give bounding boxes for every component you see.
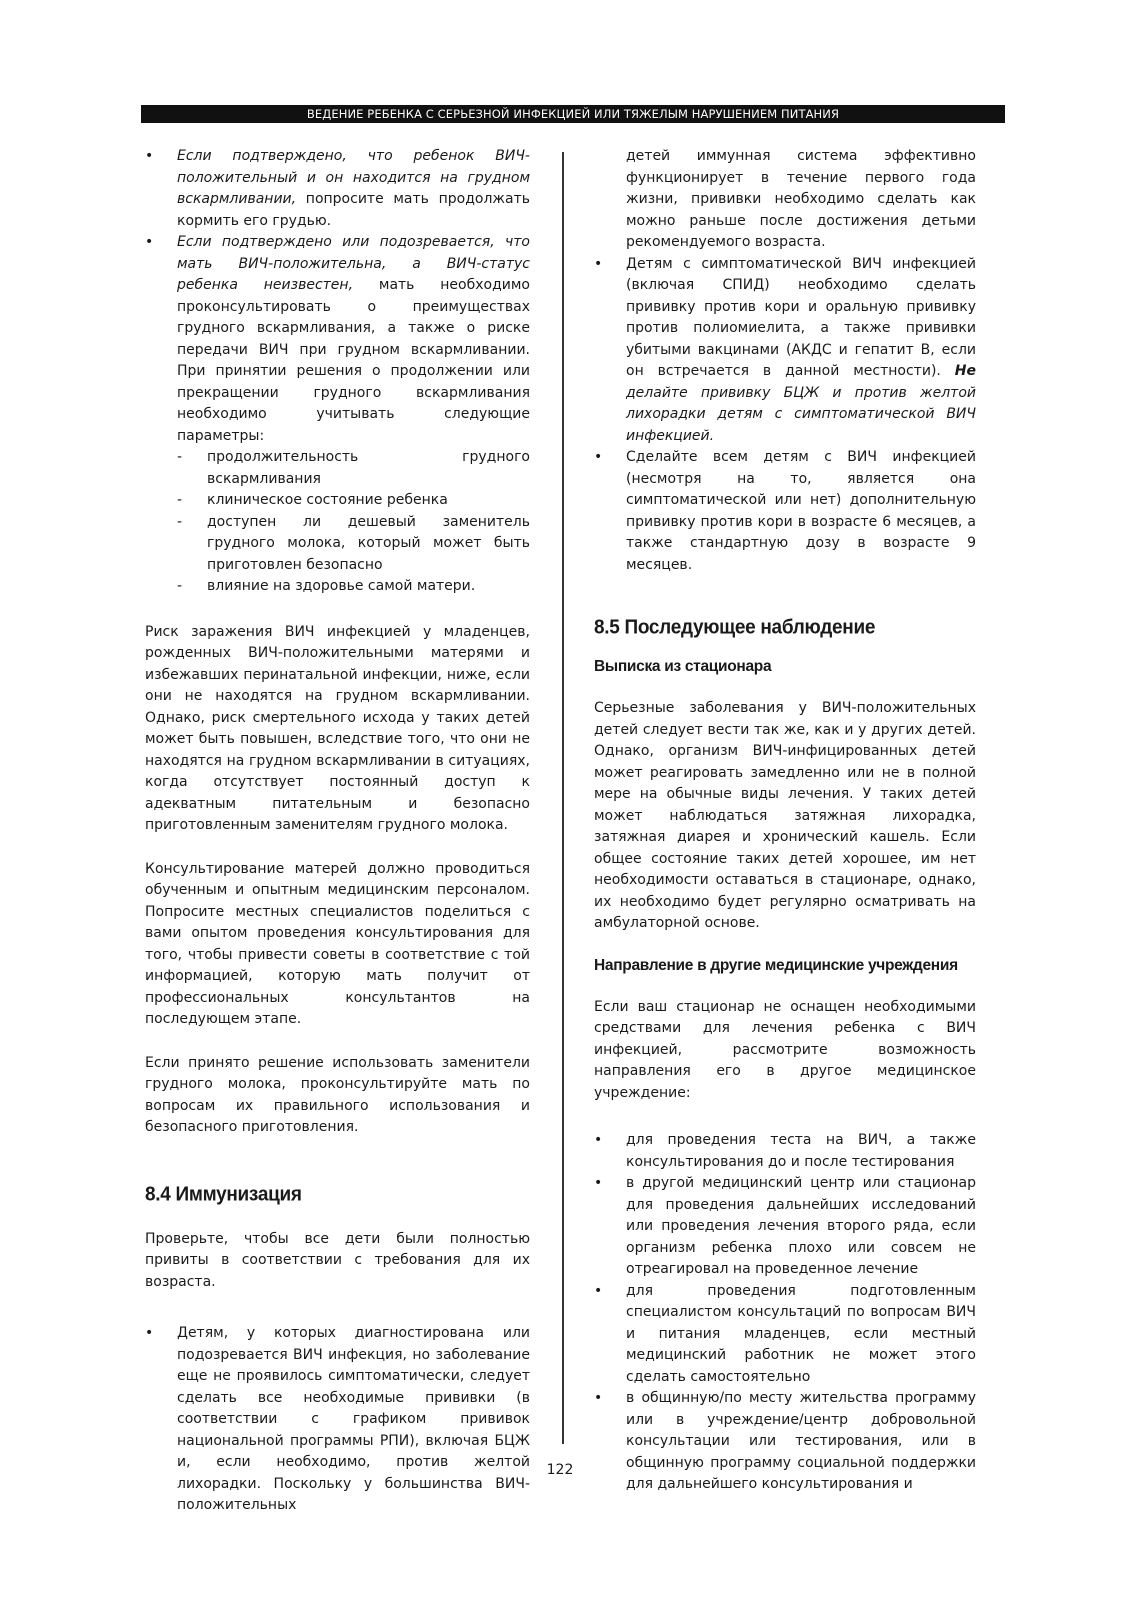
bullet-bold-text: Не (954, 363, 976, 379)
dash-icon: - (177, 449, 183, 465)
page-number: 122 (546, 1462, 574, 1478)
bullet-text: Сделайте всем детям с ВИЧ инфекцией (несмотря на то, является она симптоматической или нет) дополнительную прививку против кори в возрасте 6 месяцев, а также стандартную дозу в возрасте 9 месяцев. (626, 449, 976, 573)
column-divider (562, 152, 564, 1444)
dash-icon: - (177, 513, 183, 530)
list-item (145, 146, 530, 232)
subsection-heading: Направление в другие медицинские учреждения (594, 956, 958, 974)
paragraph: Серьезные заболевания у ВИЧ-положительных детей следует вести так же, как и у других детей. Однако, организм ВИЧ-инфицированных детей может реагировать замедленно или не в полной мере на обычные виды лечения. У таких детей может наблюдаться затяжная лихорадка, затяжная диарея и хронический кашель. Если общее состояние таких детей хорошее, им нет необходимости оставаться в стационаре, однако, их необходимо будет регулярно осматривать на амбулаторной основе. (594, 700, 976, 931)
bullet-icon: • (145, 234, 154, 250)
bullet-text: в общинную/по месту жительства программу или в учреждение/центр добровольной консультации или тестирования, или в общинную программу социальной поддержки для дальнейшего консультирования и (626, 1390, 976, 1492)
running-header: ВЕДЕНИЕ РЕБЕНКА С СЕРЬЕЗНОЙ ИНФЕКЦИЕЙ ИЛИ ТЯЖЕЛЫМ НАРУШЕНИЕМ ПИТАНИЯ (141, 105, 1005, 123)
bullet-icon: • (594, 1390, 603, 1406)
sub-list-item (177, 447, 530, 490)
bullet-icon: • (594, 1175, 603, 1191)
list-item (594, 447, 976, 576)
paragraph: Консультирование матерей должно проводиться обученным и опытным медицинским персоналом. Попросите местных специалистов поделиться с вами опытом проведения консультирования для того, чтобы привести советы в соответствие с той информацией, которую мать получит от профессиональных консультантов на последующем этапе. (145, 860, 530, 1027)
list-item (594, 1388, 976, 1496)
bullet-text: попросите мать продолжать кормить его грудью. (177, 191, 530, 229)
bullet-text: Детям, у которых диагностирована или подозревается ВИЧ инфекция, но заболевание еще не проявилось симптоматически, следует сделать все необходимые прививки (в соответствии с графиком прививок национальной программы РПИ), включая БЦЖ и, если необходимо, против желтой лихорадки. Поскольку у большинства ВИЧ-положительных (177, 1325, 530, 1513)
paragraph: Проверьте, чтобы все дети были полностью привиты в соответствии с требования для их возраста. (145, 1230, 530, 1290)
subsection-heading: Выписка из стационара (594, 658, 772, 675)
list-item (594, 1130, 976, 1173)
list-item (594, 254, 976, 448)
paragraph-continued: детей иммунная система эффективно функционирует в течение первого года жизни, прививки необходимо сделать как можно раньше после достижения детьми рекомендуемого возраста. (626, 148, 976, 250)
sub-list-item (177, 576, 530, 598)
bullet-icon: • (145, 148, 154, 164)
bullet-icon: • (594, 1282, 603, 1299)
sub-list-text: влияние на здоровье самой матери. (207, 578, 476, 594)
bullet-text: для проведения подготовленным специалистом консультаций по вопросам ВИЧ и питания младенцев, если местный медицинский работник не может этого сделать самостоятельно (626, 1282, 976, 1385)
dash-icon: - (177, 578, 183, 594)
bullet-italic-text: Если подтверждено, что ребенок ВИЧ-положительный и он находится на грудном вскармливании, (177, 148, 530, 207)
bullet-text: в другой медицинский центр или стационар для проведения дальнейших исследований или проведения лечения второго ряда, если организм ребенка плохо или совсем не отреагировал на проведенное лечение (626, 1175, 976, 1277)
bullet-icon: • (594, 1132, 603, 1148)
bullet-icon: • (145, 1325, 154, 1341)
bullet-italic-text: Если подтверждено или подозревается, что мать ВИЧ-положительна, а ВИЧ-статус ребенка неизвестен, (177, 234, 530, 293)
left-column (145, 146, 530, 1517)
list-item (594, 1173, 976, 1281)
list-item (594, 1281, 976, 1389)
list-item (145, 232, 530, 447)
sub-list-item (177, 512, 530, 577)
right-column (594, 146, 976, 1496)
sub-list-text: клиническое состояние ребенка (207, 492, 448, 508)
bullet-italic-text: делайте прививку БЦЖ и против желтой лихорадки детям с симптоматической ВИЧ инфекцией. (626, 384, 976, 444)
dash-icon: - (177, 492, 183, 508)
paragraph: Если ваш стационар не оснащен необходимыми средствами для лечения ребенка с ВИЧ инфекцией, рассмотрите возможность направления его в другое медицинское учреждение: (594, 998, 976, 1101)
bullet-text: мать необходимо проконсультировать о преимуществах грудного вскармливания, а также о риске передачи ВИЧ при грудном вскармливании. При принятии решения о продолжении или прекращении грудного вскармливания необходимо учитывать следующие параметры: (177, 277, 530, 444)
sub-list-item (177, 490, 530, 512)
bullet-text: для проведения теста на ВИЧ, а также консультирования до и после тестирования (626, 1132, 976, 1170)
bullet-text: Детям с симптоматической ВИЧ инфекцией (включая СПИД) необходимо сделать прививку против кори и оральную прививку против полиомиелита, а также прививки убитыми вакцинами (АКДС и гепатит В, если он встречается в данной местности). (626, 255, 976, 379)
paragraph: Если принято решение использовать заменители грудного молока, проконсультируйте мать по вопросам их правильного использования и безопасного приготовления. (145, 1054, 530, 1135)
bullet-icon: • (594, 449, 603, 465)
paragraph: Риск заражения ВИЧ инфекцией у младенцев, рожденных ВИЧ-положительными матерями и избежавших перинатальной инфекции, ниже, если они не находятся на грудном вскармливании. Однако, риск смертельного исхода у таких детей может быть повышен, вследствие того, что они не находятся на грудном вскармливании в ситуациях, когда отсутствует постоянный доступ к адекватным питательным и безопасно приготовленным заменителям грудного молока. (145, 623, 530, 833)
section-heading: 8.4 Иммунизация (145, 1182, 302, 1206)
sub-list-text: продолжительность грудного вскармливания (207, 449, 530, 487)
sub-list-text: доступен ли дешевый заменитель грудного молока, который может быть приготовлен безопасно (207, 513, 530, 573)
section-heading: 8.5 Последующее наблюдение (594, 616, 876, 639)
bullet-icon: • (594, 255, 603, 272)
list-item (145, 1323, 530, 1517)
